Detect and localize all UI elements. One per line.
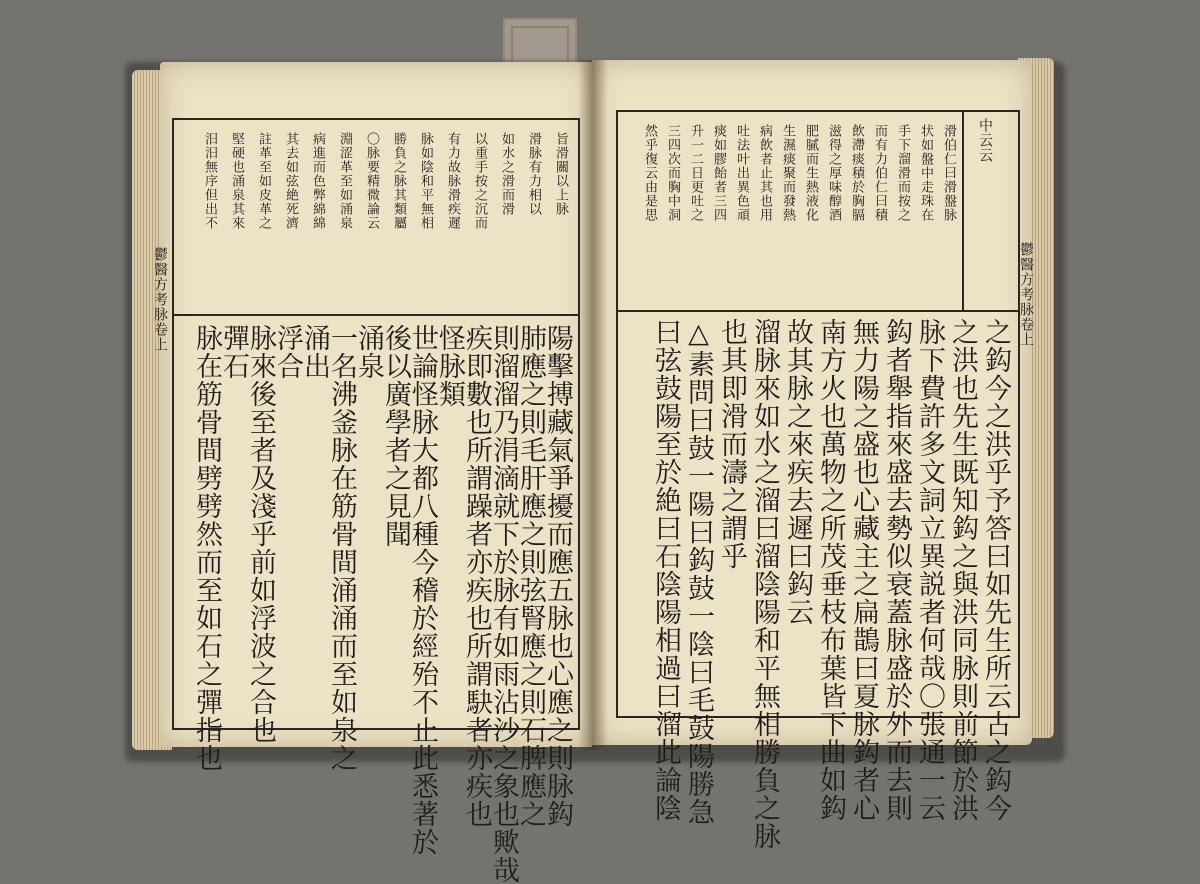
commentary-column: 如水之滑而滑 xyxy=(499,132,514,216)
text-column: 故其脉之來疾去遲曰鈎云 xyxy=(782,318,813,626)
commentary-column: 而有力伯仁曰積 xyxy=(872,124,887,222)
commentary-column: 堅硬也涌泉其來 xyxy=(229,132,244,230)
right-commentary-divider xyxy=(616,310,1018,312)
commentary-column: 其去如弦絶死濟 xyxy=(283,132,298,230)
text-column: 鈎者舉指來盛去勢似衰蓋脉盛於外而去則 xyxy=(881,318,912,822)
book-gutter xyxy=(578,60,608,750)
text-column: 脉來後至者及淺乎前如浮波之合也 xyxy=(245,324,276,744)
commentary-column: 飲滯痰積於胸膈 xyxy=(849,124,864,222)
commentary-column: 肥膩而生熱液化 xyxy=(803,124,818,222)
right-header-label: 中云云 xyxy=(977,118,993,163)
commentary-column: 生濕痰聚而發熱 xyxy=(780,124,795,222)
right-page xyxy=(592,60,1034,850)
commentary-column: 汨汨無序但出不 xyxy=(202,132,217,230)
commentary-column: 病進而色弊綿綿 xyxy=(310,132,325,230)
commentary-column: 升一二日更吐之 xyxy=(688,124,703,222)
commentary-column: 脉如陰和平無相 xyxy=(418,132,433,230)
text-column: 之洪也先生既知鈎之與洪同脉則前節於洪 xyxy=(947,318,978,822)
text-column: △素問曰鼓一陽曰鈎鼓一陰曰毛鼓陽勝急 xyxy=(683,318,714,826)
text-column: 脉下費許多文詞立異説者何哉〇張通一云 xyxy=(914,318,945,822)
commentary-column: 註革至如皮革之 xyxy=(256,132,271,230)
text-column: 涌泉 xyxy=(353,324,384,380)
commentary-column: 旨滑關以上脉 xyxy=(553,132,568,216)
text-column: 怪脉類 xyxy=(434,324,465,408)
commentary-column: 有力故脉滑疾遲 xyxy=(445,132,460,230)
text-column: 疾即數也所謂躁者亦疾也所謂駃者亦疾也 xyxy=(461,324,492,828)
commentary-column: 然乎復云由是思 xyxy=(642,124,657,222)
commentary-column: 痰如膠飴者三四 xyxy=(711,124,726,222)
text-column: 南方火也萬物之所茂垂枝布葉皆下曲如鈎 xyxy=(815,318,846,822)
text-column: 後以廣學者之見聞 xyxy=(380,324,411,548)
commentary-column: 滋得之厚味醇酒 xyxy=(826,124,841,222)
commentary-column: 淵涩革至如涌泉 xyxy=(337,132,352,230)
text-column: 脉在筋骨間劈劈然而至如石之彈指也 xyxy=(191,324,222,772)
left-page xyxy=(152,62,592,884)
commentary-column: 病飲者止其也用 xyxy=(757,124,772,222)
text-column: 陽擊搏藏氣爭擾而應五脉也心應之則脉鈎 xyxy=(542,324,573,828)
commentary-column: 滑脉有力相以 xyxy=(526,132,541,216)
text-column: 無力陽之盛也心藏主之扁鵲曰夏脉鈎者心 xyxy=(848,318,879,822)
text-column: 之鈎今之洪乎予答曰如先生所云古之鈎今 xyxy=(980,318,1011,822)
text-column: 也其即滑而濤之謂乎 xyxy=(716,318,747,570)
commentary-column: 吐法叶出異色頑 xyxy=(734,124,749,222)
text-column: 世論怪脉大都八種今稽於經殆不止此悉著於 xyxy=(407,324,438,856)
left-commentary-divider xyxy=(174,314,578,316)
text-column: 彈石 xyxy=(218,324,249,380)
right-edge-label: 鬱醫方考脉卷上 xyxy=(1018,242,1034,347)
left-edge-label: 鬱醫方考脉卷上 xyxy=(152,247,168,352)
text-column: 涌出 xyxy=(299,324,330,380)
commentary-column: 以重手按之沉而 xyxy=(472,132,487,230)
text-column: 肺應之則毛肝應之則弦腎應之則石脾應之 xyxy=(515,324,546,828)
text-column: 曰弦鼓陽至於絶曰石陰陽相過曰溜此論陰 xyxy=(650,318,681,822)
text-column: 溜脉來如水之溜曰溜陰陽和平無相勝負之脉 xyxy=(749,318,780,850)
text-column: 一名沸釜脉在筋骨間涌涌而至如泉之 xyxy=(326,324,357,772)
commentary-column: 三四次而胸中洞 xyxy=(665,124,680,222)
commentary-column: 状如盤中走珠在 xyxy=(918,124,933,222)
right-header-divider xyxy=(962,112,964,310)
text-column: 則溜溜乃涓滴就下於脉有如雨沾沙之象也歟哉 xyxy=(488,324,519,884)
commentary-column: 勝負之脉其類屬 xyxy=(391,132,406,230)
commentary-column: 〇脉要精微論云 xyxy=(364,132,379,230)
commentary-column: 手下溜滑而按之 xyxy=(895,124,910,222)
commentary-column: 滑伯仁曰滑盤脉 xyxy=(941,124,956,222)
text-column: 浮合 xyxy=(272,324,303,380)
